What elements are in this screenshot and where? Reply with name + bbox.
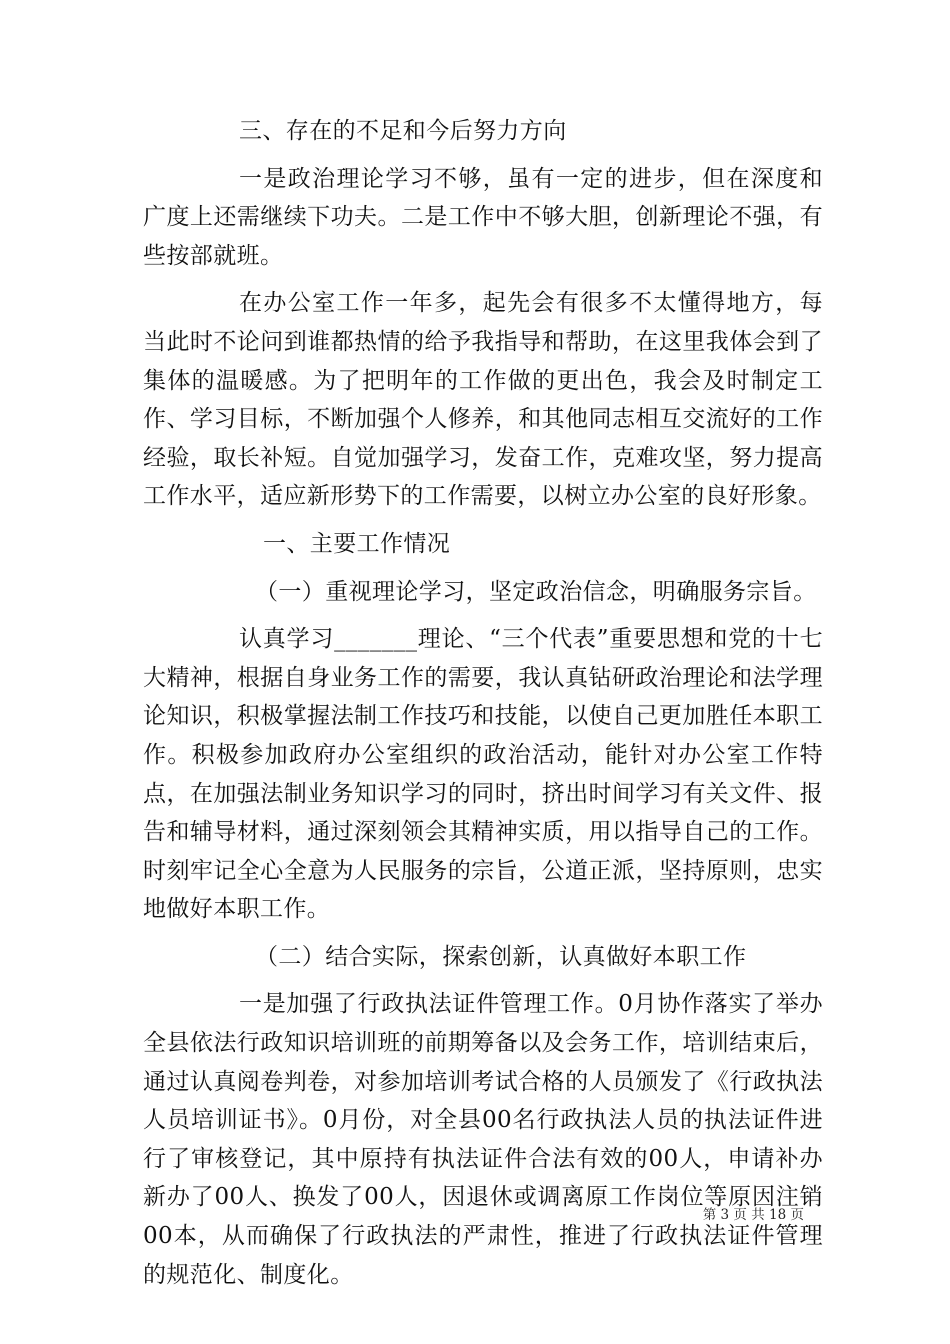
- paragraph: 一是加强了行政执法证件管理工作。0月协作落实了举办全县依法行政知识培训班的前期筹备以及会务工作，培训结束后，通过认真阅卷判卷，对参加培训考试合格的人员颁发了《行政执法人员培训证书》。0月份，对全县00名行政执法人员的执法证件进行了审核登记，其中原持有执法证件合法有效的00人，申请补办新办了00人、换发了00人，因退休或调离原工作岗位等原因注销00本，从而确保了行政执法的严肃性，推进了行政执法证件管理的规范化、制度化。: [143, 991, 823, 1288]
- paragraph: 认真学习_______理论、“三个代表”重要思想和党的十七大精神，根据自身业务工作的需要，我认真钻研政治理论和法学理论知识，积极掌握法制工作技巧和技能，以使自己更加胜任本职工作。积极参加政府办公室组织的政治活动，能针对办公室工作特点，在加强法制业务知识学习的同时，挤出时间学习有关文件、报告和辅导材料，通过深刻领会其精神实质，用以指导自己的工作。时刻牢记全心全意为人民服务的宗旨，公道正派，坚持原则，忠实地做好本职工作。: [143, 626, 823, 923]
- subsection-heading-theory-study: （一）重视理论学习，坚定政治信念，明确服务宗旨。: [255, 578, 817, 605]
- document-body: [143, 112, 823, 1303]
- section-heading-shortcomings: 三、存在的不足和今后努力方向: [239, 118, 567, 144]
- section-heading-main-work: 一、主要工作情况: [263, 530, 451, 557]
- page-number: 第 3 页 共 18 页: [702, 1207, 804, 1223]
- paragraph: 一是政治理论学习不够，虽有一定的进步，但在深度和广度上还需继续下功夫。二是工作中不够大胆，创新理论不强，有些按部就班。: [143, 165, 823, 269]
- subsection-heading-innovation: （二）结合实际，探索创新，认真做好本职工作: [255, 943, 747, 970]
- paragraph: 在办公室工作一年多，起先会有很多不太懂得地方，每当此时不论问到谁都热情的给予我指导和帮助，在这里我体会到了集体的温暖感。为了把明年的工作做的更出色，我会及时制定工作、学习目标，不断加强个人修养，和其他同志相互交流好的工作经验，取长补短。自觉加强学习，发奋工作，克难攻坚，努力提高工作水平，适应新形势下的工作需要，以树立办公室的良好形象。: [143, 290, 823, 510]
